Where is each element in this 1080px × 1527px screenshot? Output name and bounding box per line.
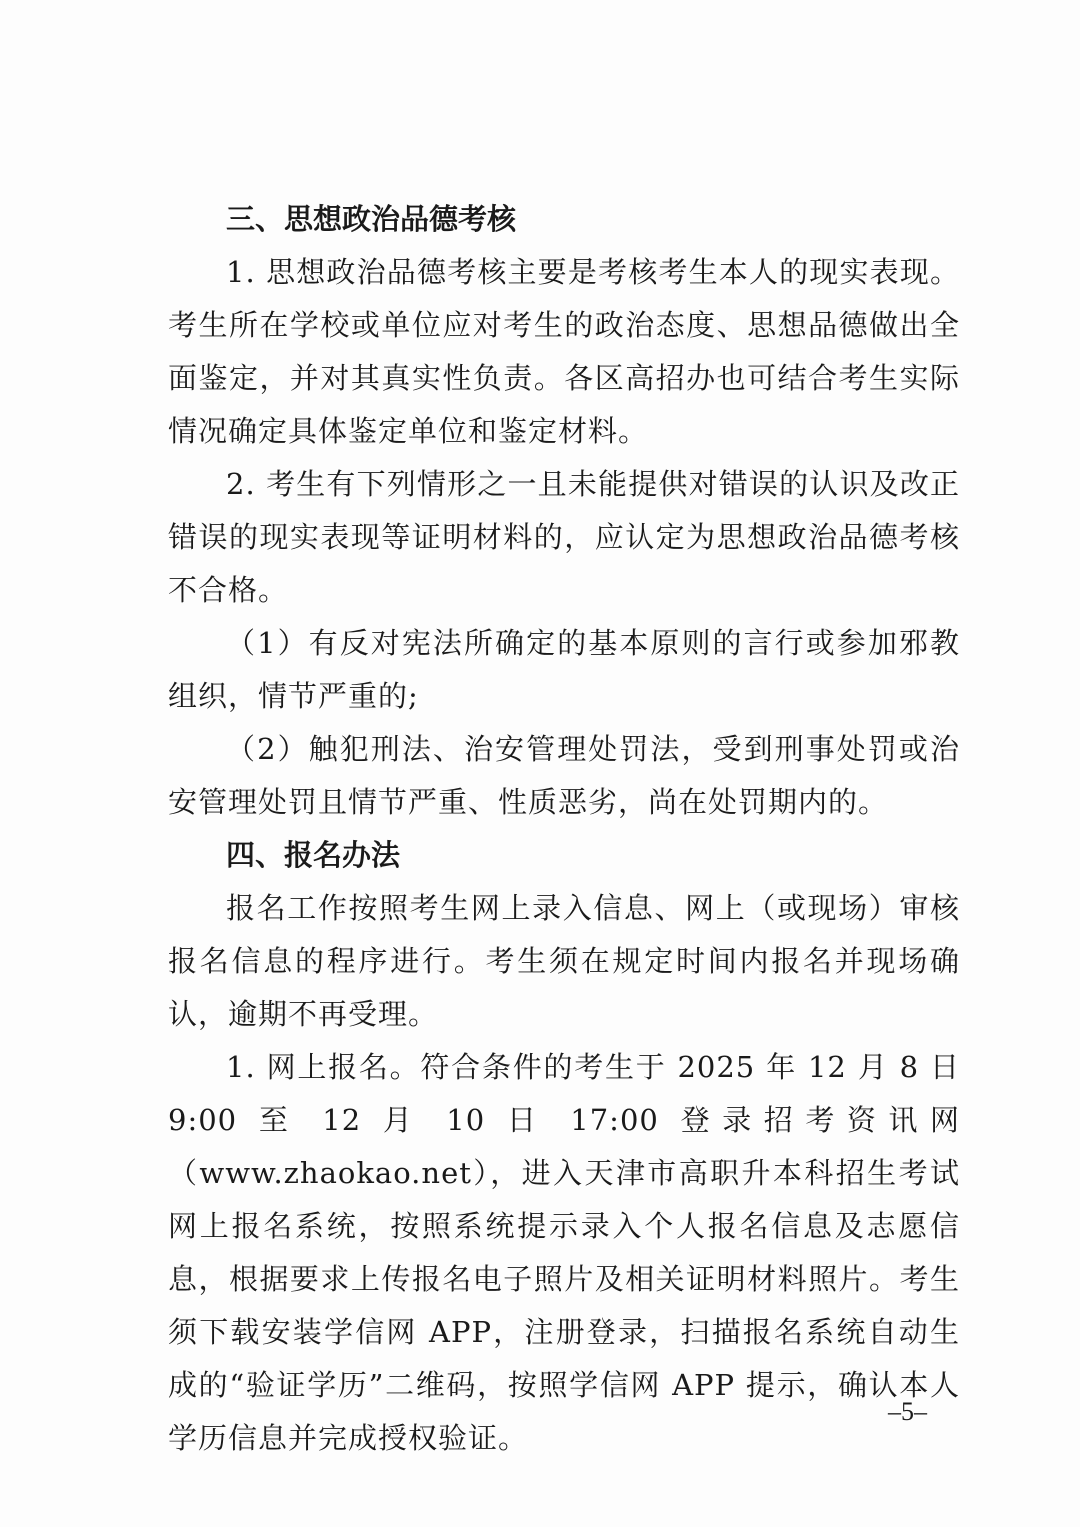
document-body [168,193,960,1465]
section-4-paragraph-2: 1. 网上报名。符合条件的考生于 2025 年 12 月 8 日 9:00 至 12 月 10 日 17:00 登录招考资讯网（www.zhaokao.net），进入天津市高职升本科招生考试网上报名系统，按照系统提示录入个人报名信息及志愿信息，根据要求上传报名电子照片及相关证明材料照片。考生须下载安装学信网 APP，注册登录，扫描报名系统自动生成的“验证学历”二维码，按照学信网 APP 提示，确认本人学历信息并完成授权验证。 [168,1050,960,1455]
page-number: –5– [888,1397,927,1426]
section-4-paragraph-1: 报名工作按照考生网上录入信息、网上（或现场）审核报名信息的程序进行。考生须在规定时间内报名并现场确认，逾期不再受理。 [168,891,960,1031]
section-3-item-1: （1）有反对宪法所确定的基本原则的言行或参加邪教组织，情节严重的; [168,626,960,713]
section-3-paragraph-1: 1. 思想政治品德考核主要是考核考生本人的现实表现。考生所在学校或单位应对考生的政治态度、思想品德做出全面鉴定，并对其真实性负责。各区高招办也可结合考生实际情况确定具体鉴定单位和鉴定材料。 [168,255,960,448]
section-3-item-2: （2）触犯刑法、治安管理处罚法，受到刑事处罚或治安管理处罚且情节严重、性质恶劣，尚在处罚期内的。 [168,732,960,819]
section-3-paragraph-2: 2. 考生有下列情形之一且未能提供对错误的认识及改正错误的现实表现等证明材料的，应认定为思想政治品德考核不合格。 [168,467,960,607]
section-4-heading: 四、报名办法 [226,838,401,872]
section-3-heading: 三、思想政治品德考核 [226,202,517,236]
